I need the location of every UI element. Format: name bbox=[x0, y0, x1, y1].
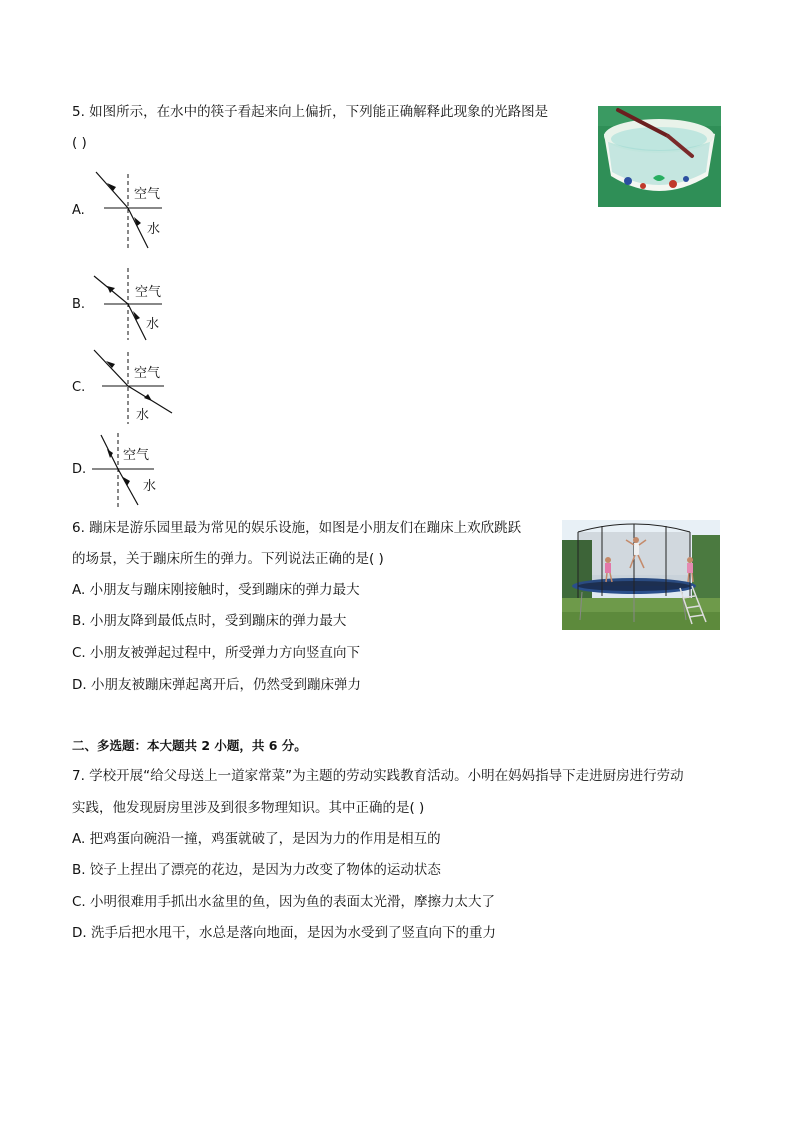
section-heading-multiple-choice: 二、多选题：本大题共 2 小题，共 6 分。 bbox=[72, 738, 307, 753]
q6-option-c: C. 小朋友被弹起过程中，所受弹力方向竖直向下 bbox=[72, 645, 361, 661]
q5-option-c-diagram bbox=[88, 346, 180, 426]
bowl-with-chopstick-photo bbox=[598, 106, 721, 207]
q5-option-d-diagram bbox=[88, 431, 180, 509]
bowl-photo-icon bbox=[598, 106, 721, 207]
trampoline-photo bbox=[562, 520, 720, 630]
q6-option-a: A. 小朋友与蹦床刚接触时，受到蹦床的弹力最大 bbox=[72, 582, 360, 598]
air-label: 空气 bbox=[134, 187, 161, 202]
q6-stem-line1: 6. 蹦床是游乐园里最为常见的娱乐设施，如图是小朋友们在蹦床上欢欣跳跃 bbox=[72, 520, 522, 536]
q7-stem-line2: 实践，他发现厨房里涉及到很多物理知识。其中正确的是( ) bbox=[72, 800, 425, 816]
q5-option-d-letter: D. bbox=[72, 462, 87, 477]
air-label: 空气 bbox=[135, 285, 162, 300]
q7-option-c: C. 小明很难用手抓出水盆里的鱼，因为鱼的表面太光滑，摩擦力太大了 bbox=[72, 894, 496, 910]
q7-option-d: D. 洗手后把水甩干，水总是落向地面，是因为水受到了竖直向下的重力 bbox=[72, 925, 496, 941]
q7-option-a: A. 把鸡蛋向碗沿一撞，鸡蛋就破了，是因为力的作用是相互的 bbox=[72, 831, 441, 847]
water-label: 水 bbox=[146, 317, 160, 332]
q5-option-a-letter: A. bbox=[72, 203, 85, 218]
q6-option-b: B. 小朋友降到最低点时，受到蹦床的弹力最大 bbox=[72, 613, 347, 629]
q7-stem-line1: 7. 学校开展“给父母送上一道家常菜”为主题的劳动实践教育活动。小明在妈妈指导下走进厨房进行劳动 bbox=[72, 768, 684, 784]
air-label: 空气 bbox=[134, 366, 161, 381]
q7-option-b: B. 饺子上捏出了漂亮的花边，是因为力改变了物体的运动状态 bbox=[72, 862, 441, 878]
air-label: 空气 bbox=[123, 448, 150, 463]
q5-option-b-letter: B. bbox=[72, 297, 86, 312]
q5-stem: 5. 如图所示，在水中的筷子看起来向上偏折，下列能正确解释此现象的光路图是 bbox=[72, 104, 549, 120]
water-label: 水 bbox=[147, 222, 161, 237]
q6-stem-line2: 的场景，关于蹦床所生的弹力。下列说法正确的是( ) bbox=[72, 551, 384, 567]
q5-option-a-diagram bbox=[90, 168, 180, 254]
trampoline-photo-icon bbox=[562, 520, 720, 630]
q5-answer-paren: ( ) bbox=[72, 135, 87, 151]
water-label: 水 bbox=[136, 408, 150, 423]
q5-option-c-letter: C. bbox=[72, 380, 86, 395]
water-label: 水 bbox=[143, 479, 157, 494]
q5-option-b-diagram bbox=[90, 266, 180, 344]
q6-option-d: D. 小朋友被蹦床弹起离开后，仍然受到蹦床弹力 bbox=[72, 677, 361, 693]
